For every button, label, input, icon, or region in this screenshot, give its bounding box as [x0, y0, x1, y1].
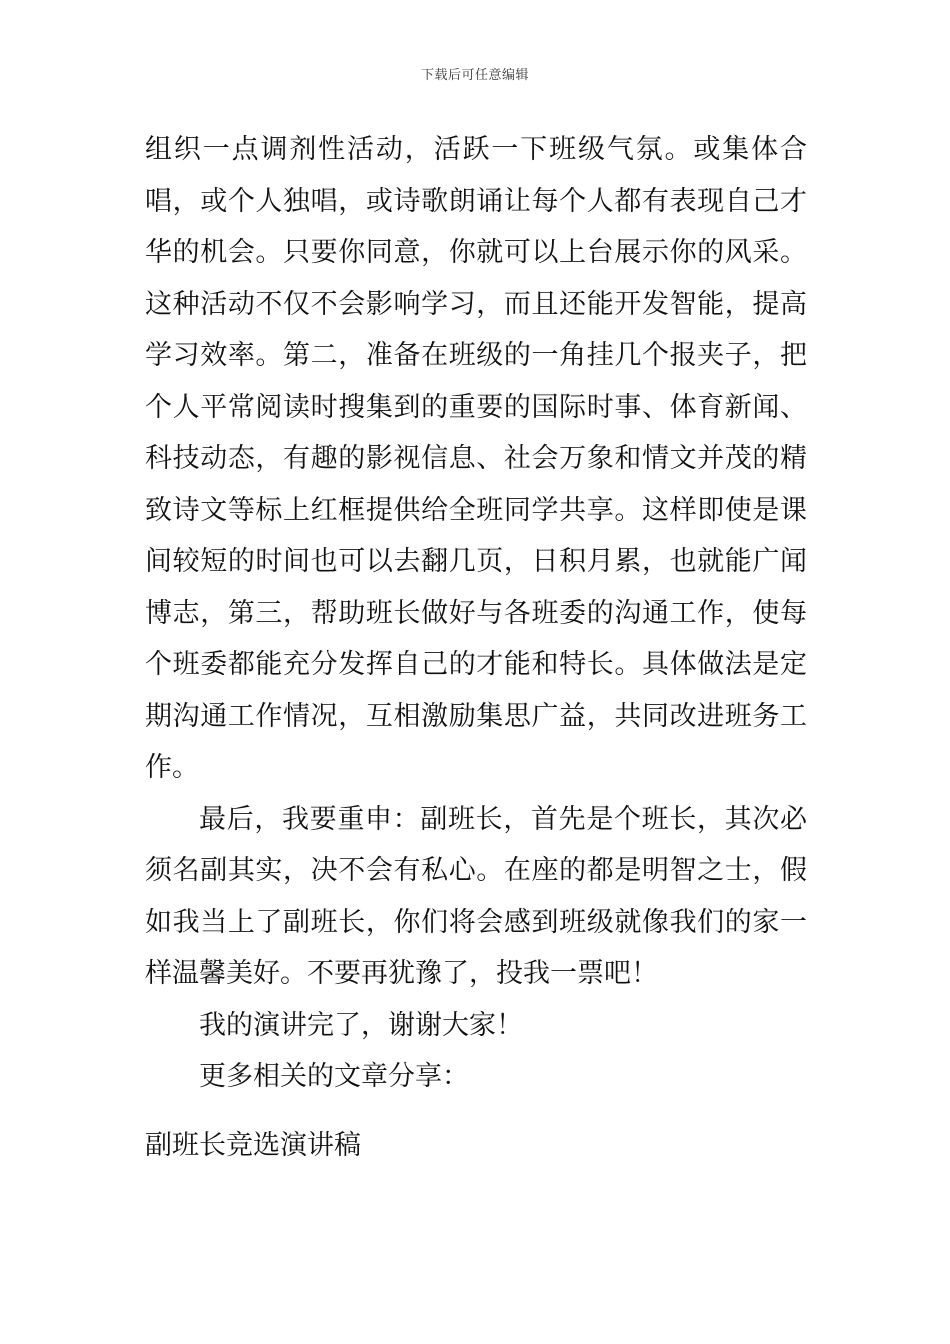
- paragraph-closing-appeal: 最后，我要重申：副班长，首先是个班长，其次必须名副其实，决不会有私心。在座的都是明智之士，假如我当上了副班长，你们将会感到班级就像我们的家一样温馨美好。不要再犹豫了，投我一票吧！: [145, 803, 807, 989]
- related-article-title: 副班长竞选演讲稿: [145, 1130, 361, 1161]
- page-header: 下载后可任意编辑: [420, 68, 529, 83]
- paragraph-continuation: 组织一点调剂性活动，活跃一下班级气氛。或集体合唱，或个人独唱，或诗歌朗诵让每个人都有表现自己才华的机会。只要你同意，你就可以上台展示你的风采。这种活动不仅不会影响学习，而且还能开发智能，提高学习效率。第二，准备在班级的一角挂几个报夹子，把个人平常阅读时搜集到的重要的国际时事、体育新闻、科技动态，有趣的影视信息、社会万象和情文并茂的精致诗文等标上红框提供给全班同学共享。这样即使是课间较短的时间也可以去翻几页，日积月累，也就能广闻博志，第三，帮助班长做好与各班委的沟通工作，使每个班委都能充分发挥自己的才能和特长。具体做法是定期沟通工作情况，互相激励集思广益，共同改进班务工作。: [145, 134, 807, 783]
- document-body: [145, 124, 807, 1103]
- paragraph-thanks: 我的演讲完了，谢谢大家！: [199, 1009, 523, 1041]
- paragraph-related-intro: 更多相关的文章分享：: [199, 1061, 469, 1092]
